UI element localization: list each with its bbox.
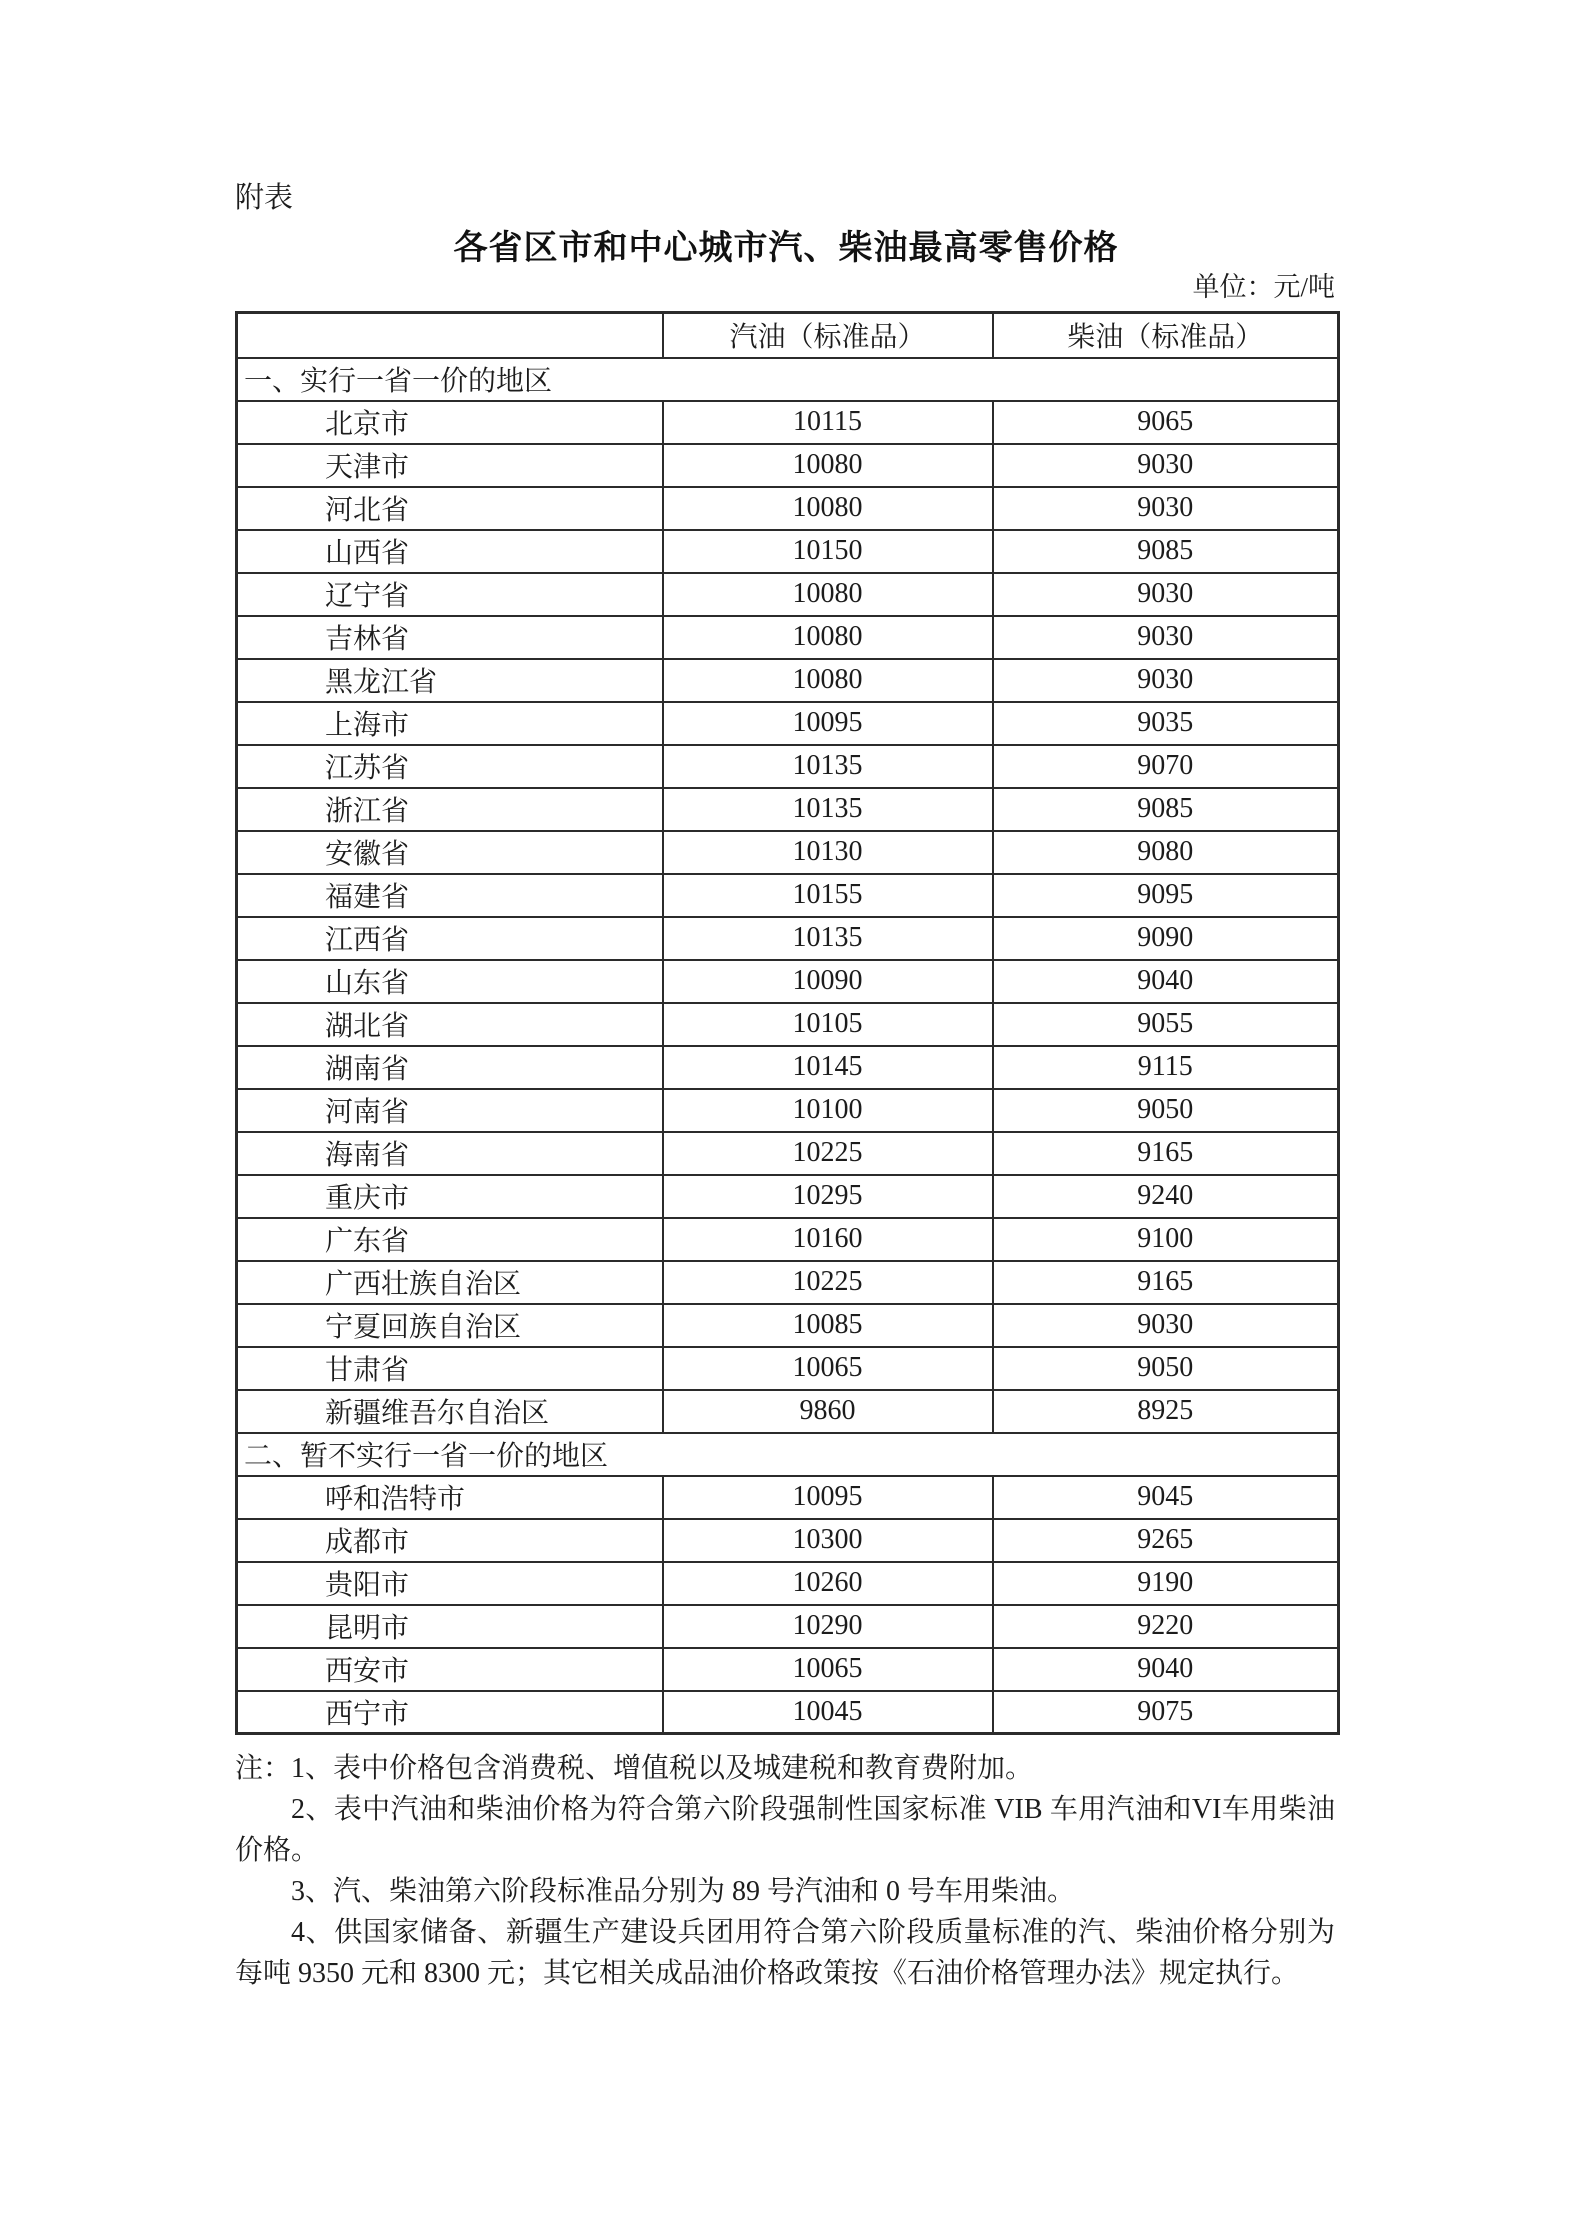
gasoline-price-cell: 10045 (663, 1691, 993, 1734)
region-cell: 福建省 (237, 874, 663, 917)
region-cell: 西安市 (237, 1648, 663, 1691)
region-cell: 广西壮族自治区 (237, 1261, 663, 1304)
region-cell: 昆明市 (237, 1605, 663, 1648)
region-cell: 安徽省 (237, 831, 663, 874)
diesel-price-cell: 9115 (993, 1046, 1339, 1089)
region-cell: 河北省 (237, 487, 663, 530)
diesel-price-cell: 9085 (993, 530, 1339, 573)
table-row (237, 831, 1339, 874)
gasoline-price-cell: 10135 (663, 917, 993, 960)
region-cell: 吉林省 (237, 616, 663, 659)
diesel-price-cell: 9085 (993, 788, 1339, 831)
table-row (237, 616, 1339, 659)
gasoline-price-cell: 10080 (663, 573, 993, 616)
region-cell: 呼和浩特市 (237, 1476, 663, 1519)
diesel-price-cell: 9035 (993, 702, 1339, 745)
diesel-price-cell: 9095 (993, 874, 1339, 917)
diesel-price-cell: 8925 (993, 1390, 1339, 1433)
gasoline-price-cell: 10095 (663, 1476, 993, 1519)
table-row (237, 1519, 1339, 1562)
unit-label: 单位：元/吨 (1192, 272, 1335, 302)
table-row (237, 874, 1339, 917)
diesel-price-cell: 9030 (993, 659, 1339, 702)
section-heading: 二、暂不实行一省一价的地区 (237, 1433, 1339, 1476)
diesel-price-cell: 9030 (993, 444, 1339, 487)
table-row (237, 1218, 1339, 1261)
table-row (237, 1605, 1339, 1648)
section-heading-row (237, 1433, 1339, 1476)
region-cell: 西宁市 (237, 1691, 663, 1734)
region-cell: 北京市 (237, 401, 663, 444)
gasoline-price-cell: 10065 (663, 1347, 993, 1390)
region-cell: 上海市 (237, 702, 663, 745)
table-row (237, 1175, 1339, 1218)
col-header-gasoline: 汽油（标准品） (663, 313, 993, 358)
region-cell: 海南省 (237, 1132, 663, 1175)
table-row (237, 702, 1339, 745)
diesel-price-cell: 9080 (993, 831, 1339, 874)
gasoline-price-cell: 10090 (663, 960, 993, 1003)
gasoline-price-cell: 10095 (663, 702, 993, 745)
gasoline-price-cell: 10065 (663, 1648, 993, 1691)
table-row (237, 1304, 1339, 1347)
note-line-3: 3、汽、柴油第六阶段标准品分别为 89 号汽油和 0 号车用柴油。 (291, 1876, 1076, 1907)
table-row (237, 917, 1339, 960)
note-line-1: 注：1、表中价格包含消费税、增值税以及城建税和教育费附加。 (235, 1753, 1034, 1784)
diesel-price-cell: 9050 (993, 1089, 1339, 1132)
region-cell: 广东省 (237, 1218, 663, 1261)
gasoline-price-cell: 10135 (663, 745, 993, 788)
gasoline-price-cell: 10080 (663, 487, 993, 530)
region-cell: 黑龙江省 (237, 659, 663, 702)
table-row (237, 1046, 1339, 1089)
gasoline-price-cell: 10080 (663, 444, 993, 487)
gasoline-price-cell: 10085 (663, 1304, 993, 1347)
document-page (235, 182, 1337, 1994)
gasoline-price-cell: 9860 (663, 1390, 993, 1433)
gasoline-price-cell: 10300 (663, 1519, 993, 1562)
table-row (237, 1476, 1339, 1519)
diesel-price-cell: 9265 (993, 1519, 1339, 1562)
region-cell: 浙江省 (237, 788, 663, 831)
table-row (237, 444, 1339, 487)
gasoline-price-cell: 10150 (663, 530, 993, 573)
section-heading: 一、实行一省一价的地区 (237, 358, 1339, 401)
diesel-price-cell: 9030 (993, 487, 1339, 530)
table-row (237, 1562, 1339, 1605)
table-row (237, 1648, 1339, 1691)
gasoline-price-cell: 10290 (663, 1605, 993, 1648)
diesel-price-cell: 9090 (993, 917, 1339, 960)
region-cell: 山东省 (237, 960, 663, 1003)
table-row (237, 960, 1339, 1003)
region-cell: 湖北省 (237, 1003, 663, 1046)
table-row (237, 1261, 1339, 1304)
gasoline-price-cell: 10080 (663, 616, 993, 659)
table-row (237, 1132, 1339, 1175)
table-row (237, 659, 1339, 702)
notes-block (235, 1748, 1335, 1994)
region-cell: 甘肃省 (237, 1347, 663, 1390)
table-row (237, 1691, 1339, 1734)
region-cell: 山西省 (237, 530, 663, 573)
region-cell: 贵阳市 (237, 1562, 663, 1605)
page-title: 各省区市和中心城市汽、柴油最高零售价格 (453, 229, 1119, 267)
gasoline-price-cell: 10160 (663, 1218, 993, 1261)
diesel-price-cell: 9030 (993, 573, 1339, 616)
region-cell: 湖南省 (237, 1046, 663, 1089)
table-row (237, 573, 1339, 616)
region-cell: 江苏省 (237, 745, 663, 788)
table-row (237, 401, 1339, 444)
table-row (237, 788, 1339, 831)
col-header-diesel: 柴油（标准品） (993, 313, 1339, 358)
table-row (237, 1089, 1339, 1132)
gasoline-price-cell: 10260 (663, 1562, 993, 1605)
gasoline-price-cell: 10145 (663, 1046, 993, 1089)
region-cell: 江西省 (237, 917, 663, 960)
section-heading-row (237, 358, 1339, 401)
table-row (237, 1390, 1339, 1433)
gasoline-price-cell: 10155 (663, 874, 993, 917)
region-cell: 新疆维吾尔自治区 (237, 1390, 663, 1433)
region-cell: 河南省 (237, 1089, 663, 1132)
diesel-price-cell: 9040 (993, 960, 1339, 1003)
diesel-price-cell: 9030 (993, 1304, 1339, 1347)
diesel-price-cell: 9045 (993, 1476, 1339, 1519)
diesel-price-cell: 9040 (993, 1648, 1339, 1691)
table-row (237, 1003, 1339, 1046)
appendix-label: 附表 (235, 182, 294, 214)
gasoline-price-cell: 10080 (663, 659, 993, 702)
col-header-region (237, 313, 663, 358)
price-table (235, 311, 1340, 1735)
gasoline-price-cell: 10135 (663, 788, 993, 831)
diesel-price-cell: 9070 (993, 745, 1339, 788)
diesel-price-cell: 9220 (993, 1605, 1339, 1648)
region-cell: 重庆市 (237, 1175, 663, 1218)
table-header-row (237, 313, 1339, 358)
table-row (237, 487, 1339, 530)
note-line-2: 2、表中汽油和柴油价格为符合第六阶段强制性国家标准 VIB 车用汽油和VI车用柴油价格。 (235, 1794, 1335, 1866)
gasoline-price-cell: 10130 (663, 831, 993, 874)
region-cell: 宁夏回族自治区 (237, 1304, 663, 1347)
gasoline-price-cell: 10115 (663, 401, 993, 444)
diesel-price-cell: 9165 (993, 1261, 1339, 1304)
diesel-price-cell: 9055 (993, 1003, 1339, 1046)
note-line-4: 4、供国家储备、新疆生产建设兵团用符合第六阶段质量标准的汽、柴油价格分别为每吨 9350 元和 8300 元；其它相关成品油价格政策按《石油价格管理办法》规定执行。 (235, 1917, 1335, 1989)
diesel-price-cell: 9065 (993, 401, 1339, 444)
diesel-price-cell: 9050 (993, 1347, 1339, 1390)
diesel-price-cell: 9030 (993, 616, 1339, 659)
table-row (237, 530, 1339, 573)
diesel-price-cell: 9165 (993, 1132, 1339, 1175)
gasoline-price-cell: 10105 (663, 1003, 993, 1046)
region-cell: 辽宁省 (237, 573, 663, 616)
gasoline-price-cell: 10225 (663, 1132, 993, 1175)
diesel-price-cell: 9100 (993, 1218, 1339, 1261)
table-row (237, 1347, 1339, 1390)
table-row (237, 745, 1339, 788)
region-cell: 天津市 (237, 444, 663, 487)
gasoline-price-cell: 10225 (663, 1261, 993, 1304)
diesel-price-cell: 9075 (993, 1691, 1339, 1734)
gasoline-price-cell: 10295 (663, 1175, 993, 1218)
diesel-price-cell: 9240 (993, 1175, 1339, 1218)
diesel-price-cell: 9190 (993, 1562, 1339, 1605)
gasoline-price-cell: 10100 (663, 1089, 993, 1132)
region-cell: 成都市 (237, 1519, 663, 1562)
